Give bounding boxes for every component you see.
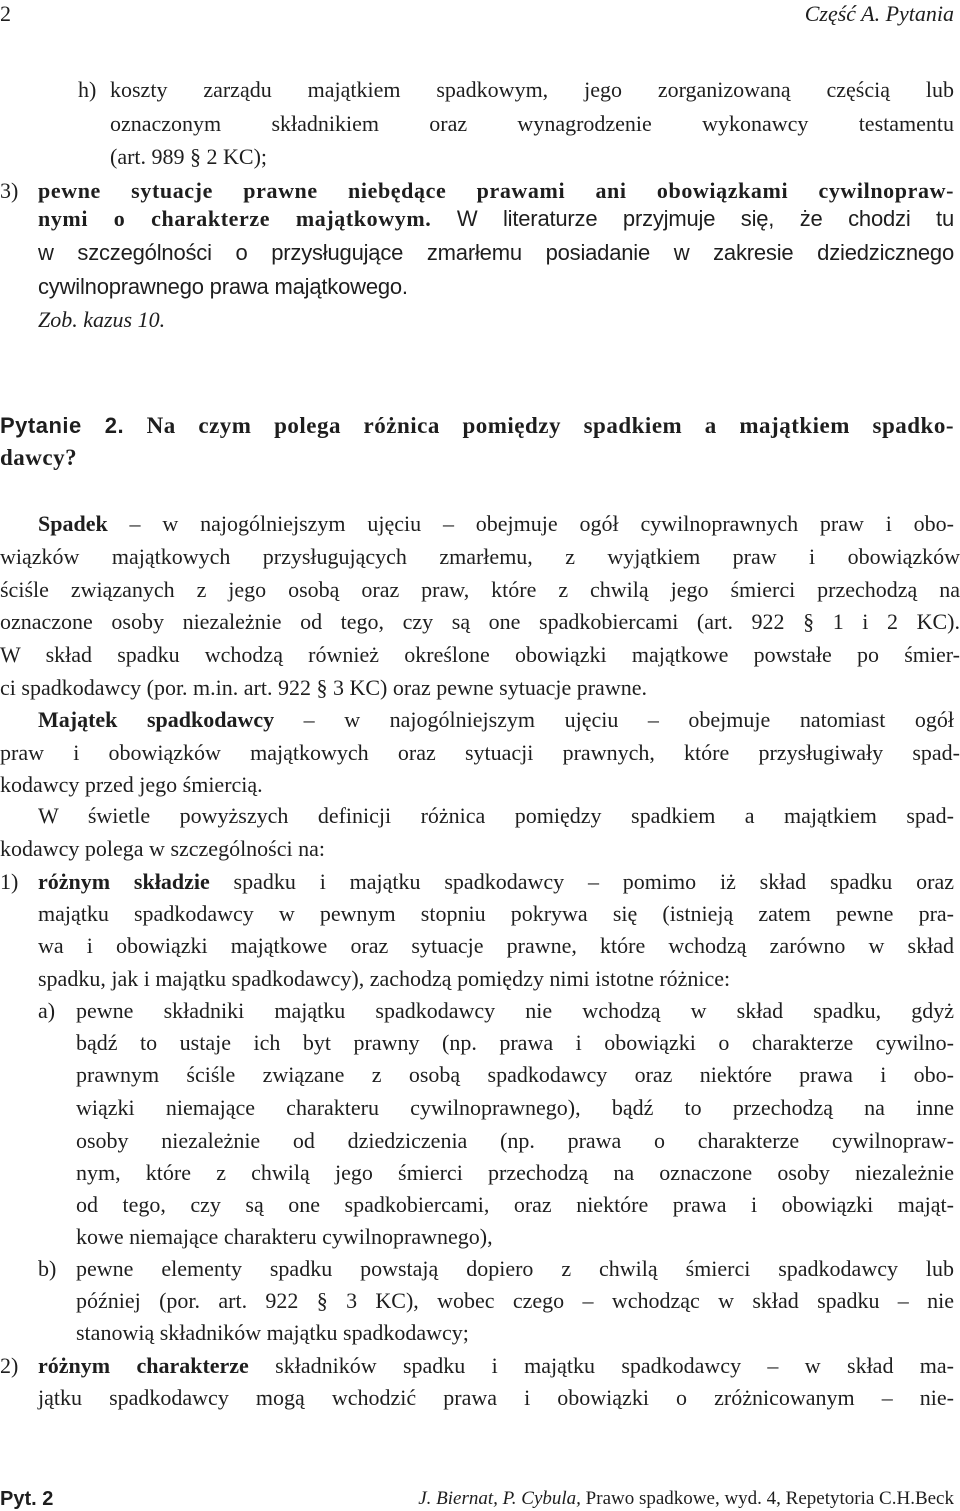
text-line: cywilnoprawnego prawa majątkowego. — [38, 274, 408, 299]
text-line: prawnym ściśle związane z osobą spadkodawcy oraz niektóre prawa i obo- — [76, 1062, 954, 1087]
text-line: osoby niezależnie od dziedziczenia (np. prawa o charakterze cywilnopraw- — [76, 1128, 954, 1153]
text-line: stanowią składników majątku spadkodawcy; — [76, 1320, 469, 1345]
text-line: (art. 989 § 2 KC); — [110, 144, 268, 169]
text-line: od tego, czy są one spadkobiercami, oraz niektóre prawa i obowiązki mająt- — [76, 1192, 954, 1217]
text-line: wiązki niemające charakteru cywilnoprawnego), bądź to przechodzą na inne — [76, 1095, 954, 1120]
footer-authors: J. Biernat, P. Cybula, — [418, 1488, 581, 1509]
bold-term: Majątek spadkodawcy — [38, 707, 275, 732]
text-line — [38, 509, 954, 539]
bold-term: różnym składzie — [38, 869, 210, 894]
text-line: W skład spadku wchodzą również określone obowiązki majątkowe powstałe po śmier- — [0, 642, 960, 667]
list-marker-2: 2) — [0, 1353, 19, 1378]
text-line: pewne sytuacje prawne niebędące prawami ani obowiązkami cywilnopraw- — [38, 178, 954, 203]
list-marker-3: 3) — [0, 178, 19, 203]
text-line: w szczególności o przysługujące zmarłemu posiadanie w zakresie dziedzicznego — [38, 240, 954, 265]
text-line: później (por. art. 922 § 3 KC), wobec czego – wchodząc w skład spadku – nie — [76, 1288, 954, 1313]
cross-reference: Zob. kazus 10. — [38, 307, 166, 332]
footer-citation — [418, 1487, 954, 1511]
text-line: koszty zarządu majątkiem spadkowym, jego zorganizowaną częścią lub — [110, 77, 954, 102]
list-marker-a: a) — [38, 998, 56, 1023]
text-line: W świetle powyższych definicji różnica pomiędzy spadkiem a majątkiem spad- — [38, 803, 954, 828]
text-line — [38, 705, 954, 735]
text-line: majątku spadkodawcy w pewnym stopniu pokrywa się (istnieją zatem pewne pra- — [38, 901, 954, 926]
text-run: składników spadku i majątku spadkodawcy – w skład ma- — [248, 1353, 954, 1378]
footer-book: Prawo spadkowe, wyd. 4, Repetytoria C.H.Beck — [580, 1488, 954, 1509]
bold-term: nymi o charakterze majątkowym. — [38, 206, 432, 231]
question-text: Na czym polega różnica pomiędzy spadkiem a majątkiem spadko- — [124, 413, 955, 438]
question-label: Pytanie 2. — [0, 413, 125, 438]
text-line: oznaczonym składnikiem oraz wynagrodzenie wykonawcy testamentu — [110, 111, 954, 136]
text-line: bądź to ustaje ich byt prawny (np. prawa i obowiązki o charakterze cywilno- — [76, 1030, 954, 1055]
text-run: W literaturze przyjmuje się, że chodzi tu — [431, 206, 954, 231]
text-line: wa i obowiązki majątkowe oraz sytuacje prawne, które wchodzą zarówno w skład — [38, 933, 954, 958]
text-line — [38, 867, 954, 897]
bold-term: różnym charakterze — [38, 1353, 249, 1378]
bold-term: Spadek — [38, 511, 108, 536]
text-line: oznaczone osoby niezależnie od tego, czy są one spadkobiercami (art. 922 § 1 i 2 KC). — [0, 609, 960, 634]
text-line — [38, 204, 954, 234]
question-heading — [0, 410, 954, 442]
page-number: 2 — [0, 1, 11, 26]
text-run: – w najogólniejszym ujęciu – obejmuje ogół cywilnoprawnych praw i obo- — [107, 511, 954, 536]
text-line: kodawcy przed jego śmiercią. — [0, 772, 263, 797]
list-marker-b: b) — [38, 1256, 57, 1281]
text-line: kowe niemające charakteru cywilnoprawnego), — [76, 1224, 493, 1249]
question-text: dawcy? — [0, 445, 78, 470]
text-line: praw i obowiązków majątkowych oraz sytuacji prawnych, które przysługiwały spad- — [0, 740, 960, 765]
footer-question-label: Pyt. 2 — [0, 1488, 54, 1510]
text-run: – w najogólniejszym ujęciu – obejmuje natomiast ogół — [274, 707, 955, 732]
text-line: kodawcy polega w szczególności na: — [0, 836, 325, 861]
text-line: wiązków majątkowych przysługujących zmarłemu, z wyjątkiem praw i obowiązków — [0, 544, 960, 569]
text-line: spadku, jak i majątku spadkodawcy), zachodzą pomiędzy nimi istotne różnice: — [38, 966, 731, 991]
text-line: ci spadkodawcy (por. m.in. art. 922 § 3 KC) oraz pewne sytuacje prawne. — [0, 675, 647, 700]
text-line: ściśle związanych z jego osobą oraz praw, które z chwilą jego śmierci przechodzą na — [0, 577, 960, 602]
text-line — [38, 1351, 954, 1381]
text-run: spadku i majątku spadkodawcy – pomimo iż skład spadku oraz — [209, 869, 954, 894]
running-title: Część A. Pytania — [804, 1, 954, 26]
text-line: pewne składniki majątku spadkodawcy nie wchodzą w skład spadku, gdyż — [76, 998, 954, 1023]
list-marker-1: 1) — [0, 869, 19, 894]
text-line: jątku spadkodawcy mogą wchodzić prawa i obowiązki o zróżnicowanym – nie- — [38, 1385, 954, 1410]
text-line: pewne elementy spadku powstają dopiero z chwilą śmierci spadkodawcy lub — [76, 1256, 954, 1281]
list-marker-h: h) — [78, 77, 97, 102]
text-line: nym, które z chwilą jego śmierci przechodzą na oznaczone osoby niezależnie — [76, 1160, 954, 1185]
